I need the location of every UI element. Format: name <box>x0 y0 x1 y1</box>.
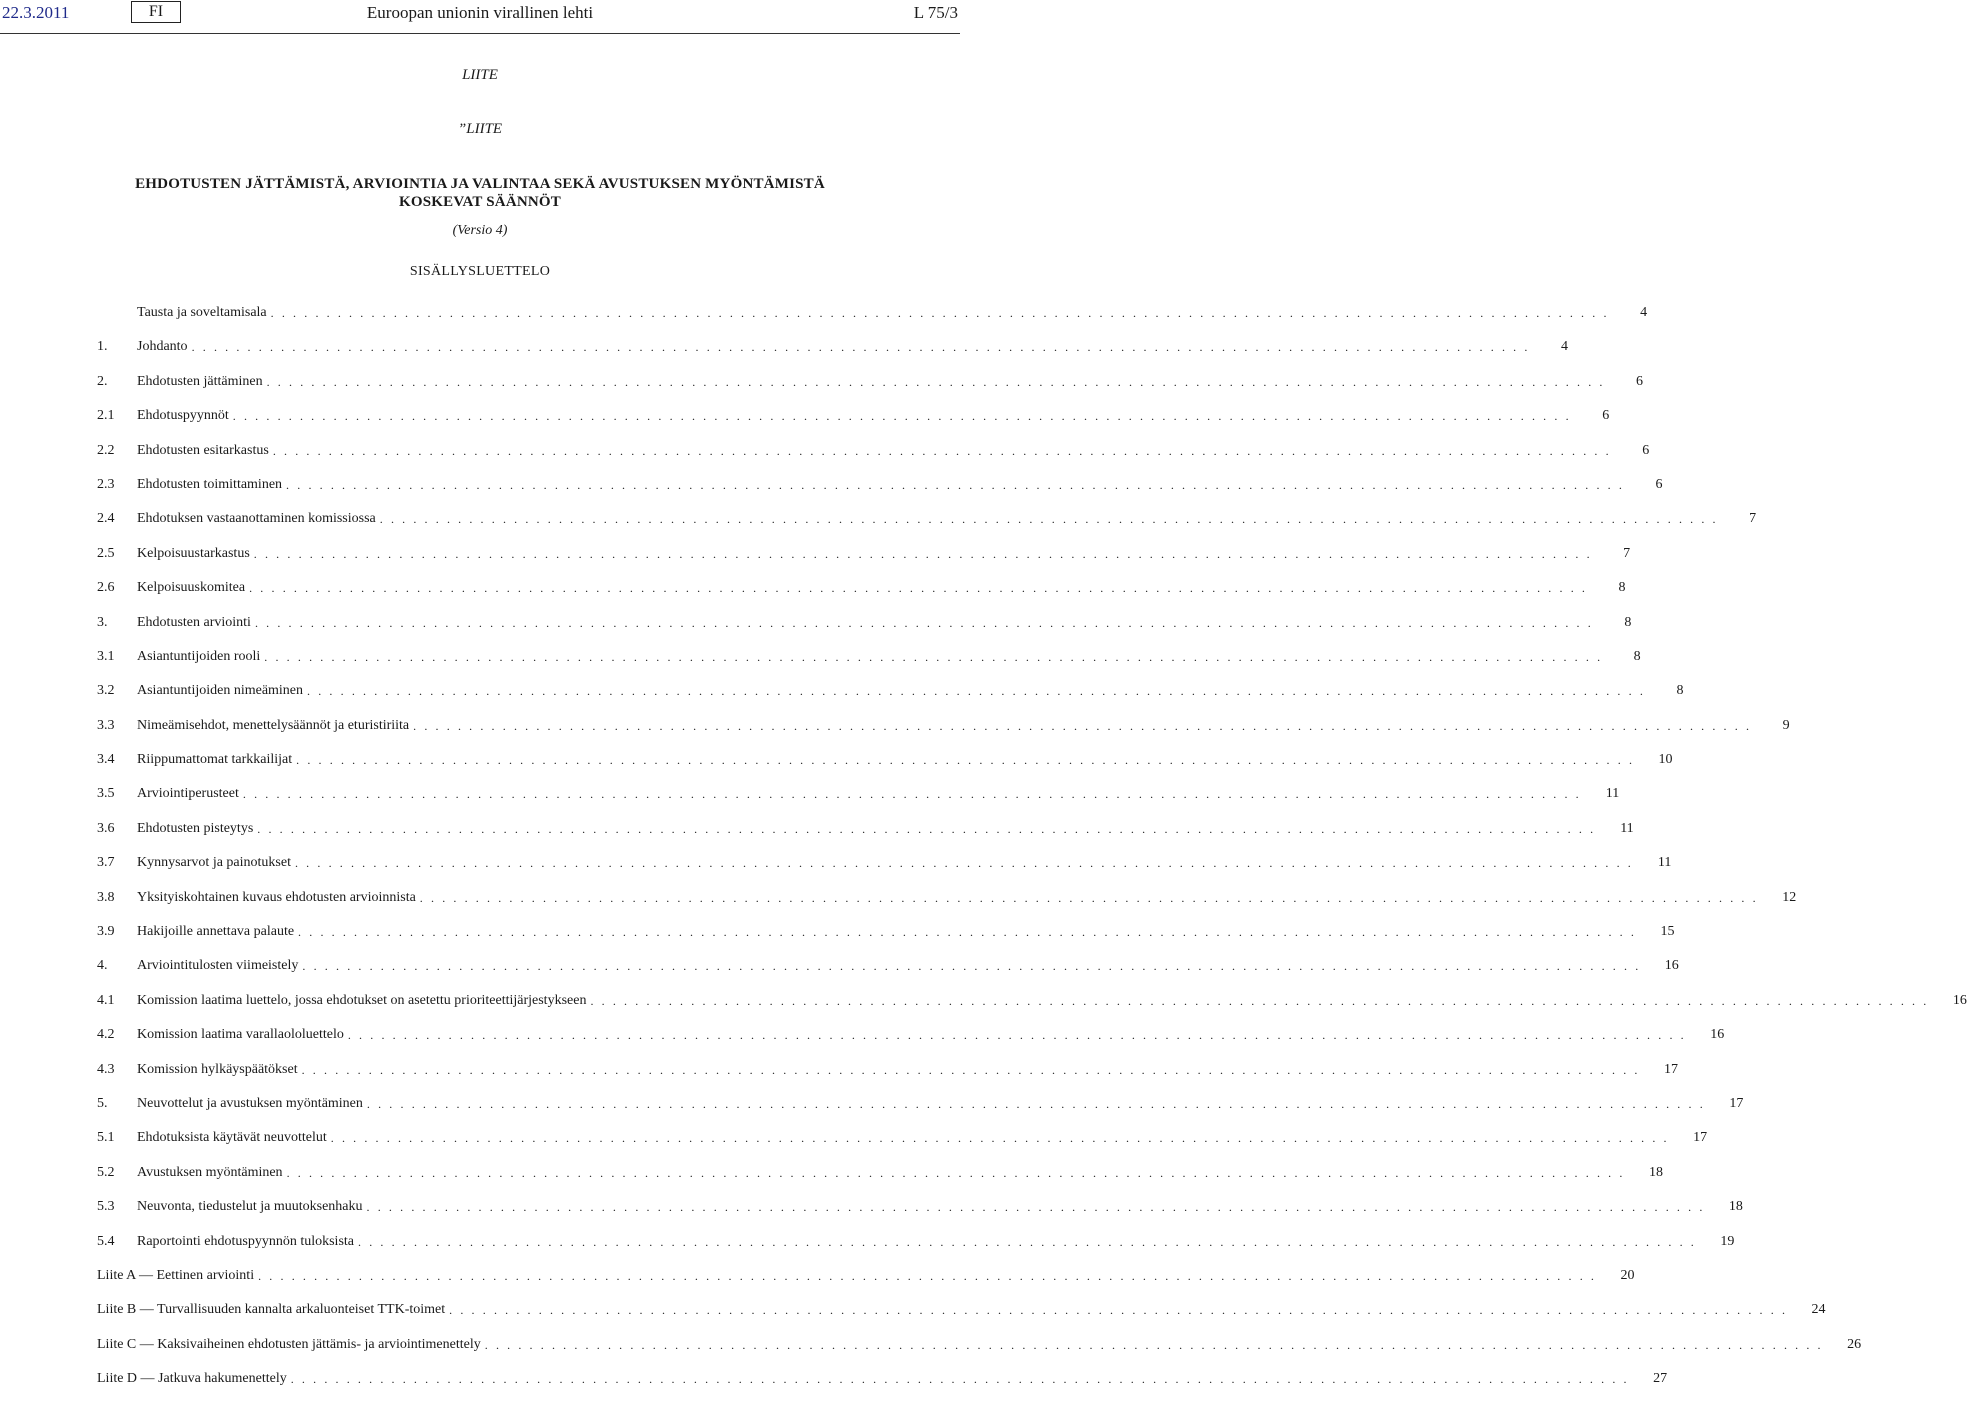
toc-entry-number: 5.2 <box>97 1164 115 1180</box>
toc-leader-dots: . . . . . . . . . . . . . . . . . . . . . . . . . . . . . . . . . . . . . . . . . . . . . . . . . . . . . . . . . . . . . . . . . . . . . . . . . . . . . . . . . . . . . . . . . . . . . . . . . . . . . . . . . . . . . . . . . . . . . . . . <box>358 1234 1697 1249</box>
toc-entry-label: Kelpoisuustarkastus <box>137 544 254 564</box>
toc-entry-number: 5.1 <box>97 1130 115 1146</box>
toc-leader-dots: . . . . . . . . . . . . . . . . . . . . . . . . . . . . . . . . . . . . . . . . . . . . . . . . . . . . . . . . . . . . . . . . . . . . . . . . . . . . . . . . . . . . . . . . . . . . . . . . . . . . . . . . . . . . . . . . . . . . . . . . <box>301 1062 1641 1077</box>
toc-leader-dots: . . . . . . . . . . . . . . . . . . . . . . . . . . . . . . . . . . . . . . . . . . . . . . . . . . . . . . . . . . . . . . . . . . . . . . . . . . . . . . . . . . . . . . . . . . . . . . . . . . . . . . . . . . . . . . . . . . . . . . . . <box>249 581 1588 596</box>
toc-entry-page: 7 <box>1749 511 1757 527</box>
toc-entry-label: Ehdotusten jättäminen <box>137 372 267 392</box>
toc-entry-number: 3.1 <box>97 648 115 664</box>
toc-leader-dots: . . . . . . . . . . . . . . . . . . . . . . . . . . . . . . . . . . . . . . . . . . . . . . . . . . . . . . . . . . . . . . . . . . . . . . . . . . . . . . . . . . . . . . . . . . . . . . . . . . . . . . . . . . . . . . . . . . . . . . . . <box>257 821 1596 836</box>
toc-entry-page: 16 <box>1664 958 1679 974</box>
toc-entry[interactable] <box>97 853 1672 887</box>
toc-entry-number: 3.2 <box>97 683 115 699</box>
toc-entry-page: 4 <box>1640 305 1648 320</box>
toc-entry[interactable] <box>97 922 1675 956</box>
toc-entry[interactable] <box>97 509 1757 543</box>
toc-entry[interactable] <box>97 475 1663 509</box>
toc-entry-page: 4 <box>1560 339 1568 355</box>
toc-entry-label: Ehdotuspyynnöt <box>137 406 233 426</box>
toc-entry-number: 5. <box>97 1095 108 1111</box>
toc-entry[interactable] <box>97 991 1967 1025</box>
toc-entry-number: 3.7 <box>97 855 115 871</box>
toc-leader-dots: . . . . . . . . . . . . . . . . . . . . . . . . . . . . . . . . . . . . . . . . . . . . . . . . . . . . . . . . . . . . . . . . . . . . . . . . . . . . . . . . . . . . . . . . . . . . . . . . . . . . . . . . . . . . . . . . . . . . . . . . <box>272 443 1612 458</box>
annex-label: LIITE <box>462 67 498 83</box>
toc-leader-dots: . . . . . . . . . . . . . . . . . . . . . . . . . . . . . . . . . . . . . . . . . . . . . . . . . . . . . . . . . . . . . . . . . . . . . . . . . . . . . . . . . . . . . . . . . . . . . . . . . . . . . . . . . . . . . . . . . . . . . . . . <box>296 753 1635 768</box>
language-code-box: FI <box>131 1 181 23</box>
toc-entry-number: 2.2 <box>97 442 115 458</box>
toc-entry[interactable] <box>97 750 1673 784</box>
toc-entry[interactable] <box>97 1094 1744 1128</box>
toc-leader-dots: . . . . . . . . . . . . . . . . . . . . . . . . . . . . . . . . . . . . . . . . . . . . . . . . . . . . . . . . . . . . . . . . . . . . . . . . . . . . . . . . . . . . . . . . . . . . . . . . . . . . . . . . . . . . . . . . . . . . . . . . <box>330 1131 1670 1146</box>
toc-entry-label: Avustuksen myöntäminen <box>137 1163 287 1183</box>
toc-entry-label: Ehdotusten arviointi <box>137 613 255 633</box>
toc-entry[interactable] <box>97 441 1650 475</box>
toc-entry-page: 11 <box>1657 855 1672 871</box>
toc-entry-label: Komission hylkäyspäätökset <box>137 1060 302 1080</box>
page-header <box>0 0 960 28</box>
toc-entry-label: Ehdotusten toimittaminen <box>137 475 286 495</box>
toc-entry-label: Komission laatima luettelo, jossa ehdotukset on asetettu prioriteettijärjestykseen <box>137 991 590 1011</box>
toc-entry-number: 5.3 <box>97 1199 115 1215</box>
toc-entry-number: 4.3 <box>97 1061 115 1077</box>
toc-entry-page: 8 <box>1676 683 1684 699</box>
toc-entry-label: Tausta ja soveltamisala <box>97 303 271 323</box>
toc-leader-dots: . . . . . . . . . . . . . . . . . . . . . . . . . . . . . . . . . . . . . . . . . . . . . . . . . . . . . . . . . . . . . . . . . . . . . . . . . . . . . . . . . . . . . . . . . . . . . . . . . . . . . . . . . . . . . . . . . . . . . . . . <box>347 1028 1687 1043</box>
toc-entry-number: 4.1 <box>97 992 115 1008</box>
toc-heading: SISÄLLYSLUETTELO <box>409 264 551 279</box>
toc-entry-page: 6 <box>1655 476 1663 492</box>
toc-leader-dots: . . . . . . . . . . . . . . . . . . . . . . . . . . . . . . . . . . . . . . . . . . . . . . . . . . . . . . . . . . . . . . . . . . . . . . . . . . . . . . . . . . . . . . . . . . . . . . . . . . . . . . . . . . . . . . . . . . . . . . . . <box>232 409 1572 424</box>
toc-entry[interactable] <box>97 613 1632 647</box>
toc-entry-number: 2.1 <box>97 408 115 424</box>
toc-entry-page: 10 <box>1658 752 1673 768</box>
toc-leader-dots: . . . . . . . . . . . . . . . . . . . . . . . . . . . . . . . . . . . . . . . . . . . . . . . . . . . . . . . . . . . . . . . . . . . . . . . . . . . . . . . . . . . . . . . . . . . . . . . . . . . . . . . . . . . . . . . . . . . . . . . . <box>258 1268 1597 1283</box>
toc-leader-dots: . . . . . . . . . . . . . . . . . . . . . . . . . . . . . . . . . . . . . . . . . . . . . . . . . . . . . . . . . . . . . . . . . . . . . . . . . . . . . . . . . . . . . . . . . . . . . . . . . . . . . . . . . . . . . . . . . . . . . . . . <box>419 890 1759 905</box>
toc-entry[interactable] <box>97 544 1631 578</box>
toc-entry-label: Asiantuntijoiden nimeäminen <box>137 681 307 701</box>
toc-leader-dots: . . . . . . . . . . . . . . . . . . . . . . . . . . . . . . . . . . . . . . . . . . . . . . . . . . . . . . . . . . . . . . . . . . . . . . . . . . . . . . . . . . . . . . . . . . . . . . . . . . . . . . . . . . . . . . . . . . . . . . . . <box>286 477 1625 492</box>
toc-leader-dots: . . . . . . . . . . . . . . . . . . . . . . . . . . . . . . . . . . . . . . . . . . . . . . . . . . . . . . . . . . . . . . . . . . . . . . . . . . . . . . . . . . . . . . . . . . . . . . . . . . . . . . . . . . . . . . . . . . . . . . . . <box>270 306 1610 320</box>
toc-entry-label: Liite D — Jatkuva hakumenettely <box>97 1369 291 1389</box>
toc-entry[interactable] <box>97 1128 1708 1162</box>
toc-entry[interactable] <box>97 1163 1663 1197</box>
toc-entry-label: Yksityiskohtainen kuvaus ehdotusten arvioinnista <box>137 888 420 908</box>
toc-leader-dots: . . . . . . . . . . . . . . . . . . . . . . . . . . . . . . . . . . . . . . . . . . . . . . . . . . . . . . . . . . . . . . . . . . . . . . . . . . . . . . . . . . . . . . . . . . . . . . . . . . . . . . . . . . . . . . . . . . . . . . . . <box>366 1200 1705 1215</box>
toc-entry[interactable] <box>97 1025 1725 1059</box>
toc-entry-label: Ehdotusten pisteytys <box>137 819 257 839</box>
toc-entry-label: Ehdotuksen vastaanottaminen komissiossa <box>137 509 380 529</box>
toc-entry-number: 4. <box>97 958 108 974</box>
toc-entry[interactable] <box>97 1060 1679 1094</box>
toc-leader-dots: . . . . . . . . . . . . . . . . . . . . . . . . . . . . . . . . . . . . . . . . . . . . . . . . . . . . . . . . . . . . . . . . . . . . . . . . . . . . . . . . . . . . . . . . . . . . . . . . . . . . . . . . . . . . . . . . . . . . . . . . <box>191 340 1530 355</box>
header-divider <box>0 33 960 34</box>
toc-entry-number: 3.8 <box>97 889 115 905</box>
toc-entry-label: Hakijoille annettava palaute <box>137 922 298 942</box>
toc-entry-page: 24 <box>1811 1302 1826 1318</box>
toc-entry-number: 3.3 <box>97 717 115 733</box>
toc-entry-page: 16 <box>1952 992 1967 1008</box>
toc-leader-dots: . . . . . . . . . . . . . . . . . . . . . . . . . . . . . . . . . . . . . . . . . . . . . . . . . . . . . . . . . . . . . . . . . . . . . . . . . . . . . . . . . . . . . . . . . . . . . . . . . . . . . . . . . . . . . . . . . . . . . . . . <box>294 856 1634 871</box>
toc-entry-label: Neuvonta, tiedustelut ja muutoksenhaku <box>137 1197 367 1217</box>
toc-entry[interactable] <box>97 1266 1635 1300</box>
toc-entry[interactable] <box>97 784 1620 818</box>
page-reference: L 75/3 <box>913 3 958 22</box>
toc-entry-page: 17 <box>1693 1130 1708 1146</box>
toc-entry[interactable] <box>97 1197 1743 1231</box>
toc-entry-label: Asiantuntijoiden rooli <box>137 647 264 667</box>
toc-entry-number: 3. <box>97 614 108 630</box>
toc-leader-dots: . . . . . . . . . . . . . . . . . . . . . . . . . . . . . . . . . . . . . . . . . . . . . . . . . . . . . . . . . . . . . . . . . . . . . . . . . . . . . . . . . . . . . . . . . . . . . . . . . . . . . . . . . . . . . . . . . . . . . . . . <box>379 512 1719 527</box>
toc-entry[interactable] <box>97 337 1568 371</box>
toc-entry-label: Riippumattomat tarkkailijat <box>137 750 296 770</box>
toc-entry-label: Arviointitulosten viimeistely <box>137 956 302 976</box>
toc-entry-page: 8 <box>1618 580 1626 596</box>
toc-entry-number: 3.6 <box>97 820 115 836</box>
toc-leader-dots: . . . . . . . . . . . . . . . . . . . . . . . . . . . . . . . . . . . . . . . . . . . . . . . . . . . . . . . . . . . . . . . . . . . . . . . . . . . . . . . . . . . . . . . . . . . . . . . . . . . . . . . . . . . . . . . . . . . . . . . . <box>264 649 1603 664</box>
toc-entry-label: Nimeämisehdot, menettelysäännöt ja eturistiriita <box>137 716 413 736</box>
journal-title: Euroopan unionin virallinen lehti <box>366 3 594 22</box>
toc-entry-label: Ehdotusten esitarkastus <box>137 441 273 461</box>
toc-entry-page: 18 <box>1728 1199 1743 1215</box>
toc-entry-page: 20 <box>1620 1267 1635 1283</box>
toc-leader-dots: . . . . . . . . . . . . . . . . . . . . . . . . . . . . . . . . . . . . . . . . . . . . . . . . . . . . . . . . . . . . . . . . . . . . . . . . . . . . . . . . . . . . . . . . . . . . . . . . . . . . . . . . . . . . . . . . . . . . . . . . <box>590 993 1929 1008</box>
toc-leader-dots: . . . . . . . . . . . . . . . . . . . . . . . . . . . . . . . . . . . . . . . . . . . . . . . . . . . . . . . . . . . . . . . . . . . . . . . . . . . . . . . . . . . . . . . . . . . . . . . . . . . . . . . . . . . . . . . . . . . . . . . . <box>266 374 1605 389</box>
toc-entry-label: Liite B — Turvallisuuden kannalta arkaluonteiset TTK-toimet <box>97 1300 449 1320</box>
toc-entry-label: Liite A — Eettinen arviointi <box>97 1266 258 1286</box>
toc-leader-dots: . . . . . . . . . . . . . . . . . . . . . . . . . . . . . . . . . . . . . . . . . . . . . . . . . . . . . . . . . . . . . . . . . . . . . . . . . . . . . . . . . . . . . . . . . . . . . . . . . . . . . . . . . . . . . . . . . . . . . . . . <box>307 684 1646 699</box>
toc-entry-number: 3.5 <box>97 786 115 802</box>
toc-entry-label: Arviointiperusteet <box>137 784 243 804</box>
toc-entry[interactable] <box>97 681 1684 715</box>
toc-entry[interactable] <box>97 956 1679 990</box>
toc-entry-page: 7 <box>1623 545 1631 561</box>
toc-entry-label: Neuvottelut ja avustuksen myöntäminen <box>137 1094 367 1114</box>
toc-entry-label: Ehdotuksista käytävät neuvottelut <box>137 1128 331 1148</box>
toc-entry-page: 6 <box>1636 373 1643 389</box>
toc-entry-label: Komission laatima varallaololuettelo <box>137 1025 348 1045</box>
toc-entry[interactable] <box>97 406 1610 440</box>
toc-entry-page: 17 <box>1729 1095 1744 1111</box>
toc-leader-dots: . . . . . . . . . . . . . . . . . . . . . . . . . . . . . . . . . . . . . . . . . . . . . . . . . . . . . . . . . . . . . . . . . . . . . . . . . . . . . . . . . . . . . . . . . . . . . . . . . . . . . . . . . . . . . . . . . . . . . . . . <box>254 615 1594 630</box>
toc-leader-dots: . . . . . . . . . . . . . . . . . . . . . . . . . . . . . . . . . . . . . . . . . . . . . . . . . . . . . . . . . . . . . . . . . . . . . . . . . . . . . . . . . . . . . . . . . . . . . . . . . . . . . . . . . . . . . . . . . . . . . . . . <box>302 959 1641 974</box>
toc-entry-page: 26 <box>1847 1336 1862 1352</box>
toc-entry-label: Kynnysarvot ja painotukset <box>137 853 295 873</box>
toc-entry-number: 4.2 <box>97 1027 115 1043</box>
toc-entry-page: 12 <box>1782 889 1797 905</box>
toc-leader-dots: . . . . . . . . . . . . . . . . . . . . . . . . . . . . . . . . . . . . . . . . . . . . . . . . . . . . . . . . . . . . . . . . . . . . . . . . . . . . . . . . . . . . . . . . . . . . . . . . . . . . . . . . . . . . . . . . . . . . . . . . <box>242 787 1582 802</box>
toc-entry[interactable] <box>97 647 1641 681</box>
annex-label-quoted: ”LIITE <box>457 121 503 137</box>
toc-entry-label: Johdanto <box>137 337 192 357</box>
toc-entry-page: 17 <box>1664 1061 1679 1077</box>
toc-entry-label: Kelpoisuuskomitea <box>137 578 249 598</box>
toc-entry-number: 3.9 <box>97 924 115 940</box>
toc-leader-dots: . . . . . . . . . . . . . . . . . . . . . . . . . . . . . . . . . . . . . . . . . . . . . . . . . . . . . . . . . . . . . . . . . . . . . . . . . . . . . . . . . . . . . . . . . . . . . . . . . . . . . . . . . . . . . . . . . . . . . . . . <box>290 1372 1630 1387</box>
toc-entry-number: 3.4 <box>97 752 115 768</box>
toc-entry-number: 2.5 <box>97 545 115 561</box>
toc-entry-number: 2.3 <box>97 476 115 492</box>
toc-entry-page: 18 <box>1648 1164 1663 1180</box>
toc-entry[interactable] <box>97 372 1643 406</box>
toc-entry-page: 19 <box>1720 1233 1735 1249</box>
toc-leader-dots: . . . . . . . . . . . . . . . . . . . . . . . . . . . . . . . . . . . . . . . . . . . . . . . . . . . . . . . . . . . . . . . . . . . . . . . . . . . . . . . . . . . . . . . . . . . . . . . . . . . . . . . . . . . . . . . . . . . . . . . . <box>253 546 1593 561</box>
table-of-contents <box>97 303 1967 1404</box>
toc-entry[interactable] <box>97 303 1648 337</box>
toc-entry[interactable] <box>97 716 1790 750</box>
toc-entry[interactable] <box>97 578 1626 612</box>
toc-entry[interactable] <box>97 819 1634 853</box>
toc-leader-dots: . . . . . . . . . . . . . . . . . . . . . . . . . . . . . . . . . . . . . . . . . . . . . . . . . . . . . . . . . . . . . . . . . . . . . . . . . . . . . . . . . . . . . . . . . . . . . . . . . . . . . . . . . . . . . . . . . . . . . . . . <box>413 718 1752 733</box>
toc-entry-number: 2.4 <box>97 511 115 527</box>
toc-entry[interactable] <box>97 1335 1862 1369</box>
toc-entry-page: 8 <box>1624 614 1632 630</box>
toc-entry-page: 6 <box>1642 442 1650 458</box>
toc-entry-label: Liite C — Kaksivaiheinen ehdotusten jättämis- ja arviointimenettely <box>97 1335 485 1355</box>
toc-entry-page: 11 <box>1620 820 1634 836</box>
version-label: (Versio 4) <box>452 223 508 238</box>
toc-leader-dots: . . . . . . . . . . . . . . . . . . . . . . . . . . . . . . . . . . . . . . . . . . . . . . . . . . . . . . . . . . . . . . . . . . . . . . . . . . . . . . . . . . . . . . . . . . . . . . . . . . . . . . . . . . . . . . . . . . . . . . . . <box>484 1337 1824 1352</box>
toc-entry-page: 27 <box>1653 1371 1668 1387</box>
publication-date: 22.3.2011 <box>2 3 70 22</box>
toc-entry-page: 16 <box>1710 1027 1725 1043</box>
toc-entry[interactable] <box>97 1369 1668 1403</box>
toc-entry-page: 15 <box>1660 924 1675 940</box>
toc-entry[interactable] <box>97 1300 1826 1334</box>
toc-entry-page: 8 <box>1633 648 1641 664</box>
toc-entry-page: 11 <box>1605 786 1620 802</box>
toc-leader-dots: . . . . . . . . . . . . . . . . . . . . . . . . . . . . . . . . . . . . . . . . . . . . . . . . . . . . . . . . . . . . . . . . . . . . . . . . . . . . . . . . . . . . . . . . . . . . . . . . . . . . . . . . . . . . . . . . . . . . . . . . <box>449 1303 1788 1318</box>
toc-entry-number: 5.4 <box>97 1233 115 1249</box>
toc-entry-number: 1. <box>97 339 108 355</box>
toc-entry-page: 9 <box>1782 717 1790 733</box>
toc-leader-dots: . . . . . . . . . . . . . . . . . . . . . . . . . . . . . . . . . . . . . . . . . . . . . . . . . . . . . . . . . . . . . . . . . . . . . . . . . . . . . . . . . . . . . . . . . . . . . . . . . . . . . . . . . . . . . . . . . . . . . . . . <box>286 1165 1625 1180</box>
toc-entry[interactable] <box>97 1232 1735 1266</box>
toc-entry-number: 2. <box>97 373 108 389</box>
toc-entry-label: Raportointi ehdotuspyynnön tuloksista <box>137 1232 358 1252</box>
toc-entry[interactable] <box>97 888 1797 922</box>
document-title: EHDOTUSTEN JÄTTÄMISTÄ, ARVIOINTIA JA VALINTAA SEKÄ AVUSTUKSEN MYÖNTÄMISTÄ KOSKEVAT SÄÄNNÖT <box>135 176 825 210</box>
toc-entry-number: 2.6 <box>97 580 115 596</box>
toc-entry-page: 6 <box>1602 408 1610 424</box>
toc-leader-dots: . . . . . . . . . . . . . . . . . . . . . . . . . . . . . . . . . . . . . . . . . . . . . . . . . . . . . . . . . . . . . . . . . . . . . . . . . . . . . . . . . . . . . . . . . . . . . . . . . . . . . . . . . . . . . . . . . . . . . . . . <box>366 1096 1706 1111</box>
toc-leader-dots: . . . . . . . . . . . . . . . . . . . . . . . . . . . . . . . . . . . . . . . . . . . . . . . . . . . . . . . . . . . . . . . . . . . . . . . . . . . . . . . . . . . . . . . . . . . . . . . . . . . . . . . . . . . . . . . . . . . . . . . . <box>298 925 1637 940</box>
